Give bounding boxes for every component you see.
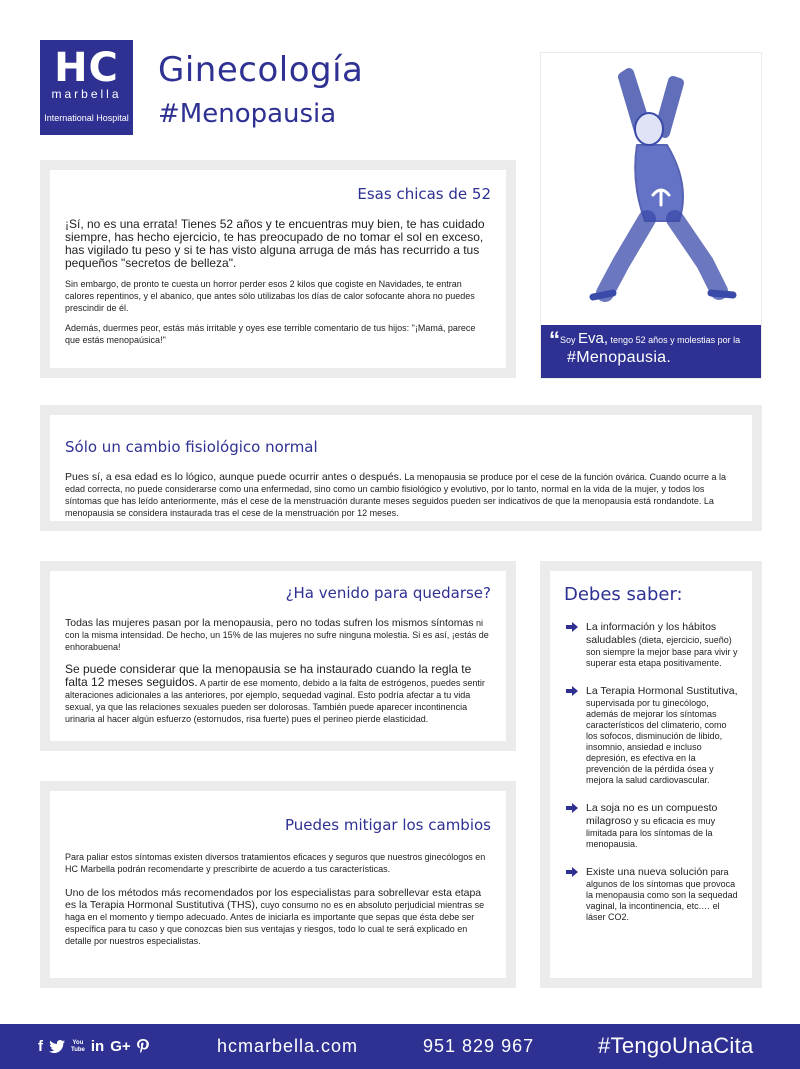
section-debes-saber [540,561,762,988]
illustration-panel [540,52,762,379]
paragraph-text: La menopausia se produce por el cese de la función ovárica. Cuando ocurre a la edad correcta, no puede considerarse como una enfermedad, sino como un cambio fisiológico y evolutivo, por lo tanto, normal en la vida de la mujer, y todos los síntomas que has leído anteriormente, más el cese de la menstruación durante meses seguidos pueden ser indicativos de que la menopausia está rondandote. La menopausia se considera instaurada tras el cese de la menstruación por 12 meses. [65,472,727,518]
logo-hc-text: HC [54,45,119,91]
list-item-text: y su eficacia es muy limitada para los síntomas de la menopausia. [586,816,716,849]
paragraph-lead: Todas las mujeres pasan por la menopausia, pero no todas sufren los mismos síntomas [65,617,474,629]
quote-name: Eva, [578,330,609,347]
facebook-icon[interactable]: f [38,1038,43,1055]
quote-mark-icon: “ [549,327,560,352]
section-heading: Puedes mitigar los cambios [285,816,491,834]
section-paragraph: Además, duermes peor, estás más irritable y oyes ese terrible comentario de tus hijos: "¡Mamá, parece que estás menopaúsica!" [65,323,476,345]
list-item-lead: La información y los hábitos saludables [586,621,717,646]
logo-city-text: marbella [51,87,122,101]
quote-box [541,325,761,378]
quote-text: tengo 52 años y molestias por la [608,335,741,345]
page-title: Ginecología [158,50,364,90]
googleplus-icon[interactable]: G+ [110,1038,131,1055]
quote-pre: Soy [560,335,576,345]
phone-number[interactable]: 951 829 967 [423,1036,535,1056]
section-paragraph [65,887,491,947]
pinterest-icon[interactable] [137,1039,149,1054]
list-item [564,621,738,669]
list-item-lead: La Terapia Hormonal Sustitutiva, [586,685,738,697]
section-ha-venido [40,561,516,751]
youtube-top: You [72,1039,84,1046]
arrow-right-icon [566,803,578,813]
logo-subtitle: International Hospital [44,113,129,123]
list-item-text: supervisada por tu ginecólogo, además de mejorar los síntomas característicos del climaterio, como los sofocos, disminución de libido, insomnio, ansiedad e incluso depresión, es efectiva en la prevención de la pérdida ósea y mejora la salud cardiovascular. [586,698,727,785]
paragraph-text: ¡Sí, no es una errata! Tienes 52 años y te encuentras muy bien, te has cuidado siempre, has hecho ejercicio, te has preocupado de no tomar el sol en exceso, has vigilado tu peso y si te has visto alguna arruga de más has recurrido a tus pequeños "secretos de belleza". [65,217,485,270]
arrow-right-icon [566,622,578,632]
paragraph-lead: Uno de los métodos más recomendados por los especialistas para sobrellevar esta etapa es la Terapia Hormonal Sustitutiva (THS), [65,887,482,911]
list-item [564,685,738,786]
section-puedes-mitigar [40,781,516,988]
quote-hashtag: #Menopausia. [567,349,672,366]
hc-marbella-logo[interactable] [40,40,133,135]
list-item [564,866,738,923]
linkedin-icon[interactable]: in [90,1038,105,1055]
section-heading: Esas chicas de 52 [357,185,491,203]
paragraph-lead: Se puede considerar que la menopausia se ha instaurado cuando la regla te falta 12 meses seguidos. [65,662,472,689]
debes-saber-list [564,621,738,923]
woman-stretching-illustration [541,53,761,325]
list-item-lead: Existe una nueva solución [586,866,708,878]
youtube-icon[interactable] [71,1040,85,1054]
twitter-icon[interactable] [49,1040,65,1053]
list-item-lead: La soja no es un compuesto milagroso [586,802,718,827]
website-link[interactable]: hcmarbella.com [217,1036,359,1056]
footer-hashtag: #TengoUnaCita [598,1033,754,1058]
quote-line [549,327,753,352]
list-item-text: para algunos de los síntomas que provoca la menopausia como son la sequedad vaginal, la incontinencia, etc.… el láser CO2. [586,867,738,922]
footer-bar [0,1024,800,1069]
paragraph-lead: Pues sí, a esa edad es lo lógico, aunque puede ocurrir antes o después. [65,471,402,483]
section-paragraph: Para paliar estos síntomas existen diversos tratamientos eficaces y seguros que nuestros ginecólogos en HC Marbella podrán recomendarte y prescribirte de acuerdo a tus características. [65,852,486,874]
social-icons [38,1038,149,1055]
paragraph-text: ni con la misma intensidad. De hecho, un 15% de las mujeres no sufre ninguna molestia. Si es así, ¡estás de enhorabuena! [65,618,489,652]
section-paragraph [65,663,491,725]
section-paragraph: Sin embargo, de pronto te cuesta un horror perder esos 2 kilos que cogiste en Navidades, te entran calores repentinos, y el abanico, que antes sólo utilizabas los días de calor sofocante ahora no puedes prescindir de él. [65,279,475,313]
section-paragraph [65,471,737,519]
section-paragraph [65,617,491,653]
section-paragraph [65,218,491,270]
list-item [564,802,738,850]
section-cambio-fisiologico [40,405,762,531]
section-heading: ¿Ha venido para quedarse? [285,584,491,602]
page-subtitle: #Menopausia [158,99,337,129]
arrow-right-icon [566,686,578,696]
youtube-bottom: Tube [71,1046,85,1053]
section-heading: Debes saber: [564,584,683,605]
list-item-text: (dieta, ejercicio, sueño) son siempre la mejor base para vivir y superar esta etapa positivamente. [586,635,738,668]
arrow-right-icon [566,867,578,877]
paragraph-text: cuyo consumo no es en absoluto perjudicial mientras se haga en el momento y tiempo adecuado. Antes de iniciarla es importante que sepas que ésta debe ser específica para tu caso y que conozcas bien sus ventajas y riesgos, todo lo cual te será explicado en detalle por nuestros especialistas. [65,900,485,946]
woman-figure-icon [541,53,761,325]
paragraph-text: A partir de ese momento, debido a la falta de estrógenos, puedes sentir alteraciones adicionales a las anteriores, por ejemplo, sequedad vaginal. Esto podría afectar a tu vida sexual, ya que las relaciones sexuales pueden ser dolorosas. También puede aparecer incontinencia urinaria al hacer algún esfuerzo (estornudos, risa fuerte) pues el perineo pierde elasticidad. [65,678,485,724]
section-esas-chicas [40,160,516,378]
section-heading: Sólo un cambio fisiológico normal [65,438,318,456]
